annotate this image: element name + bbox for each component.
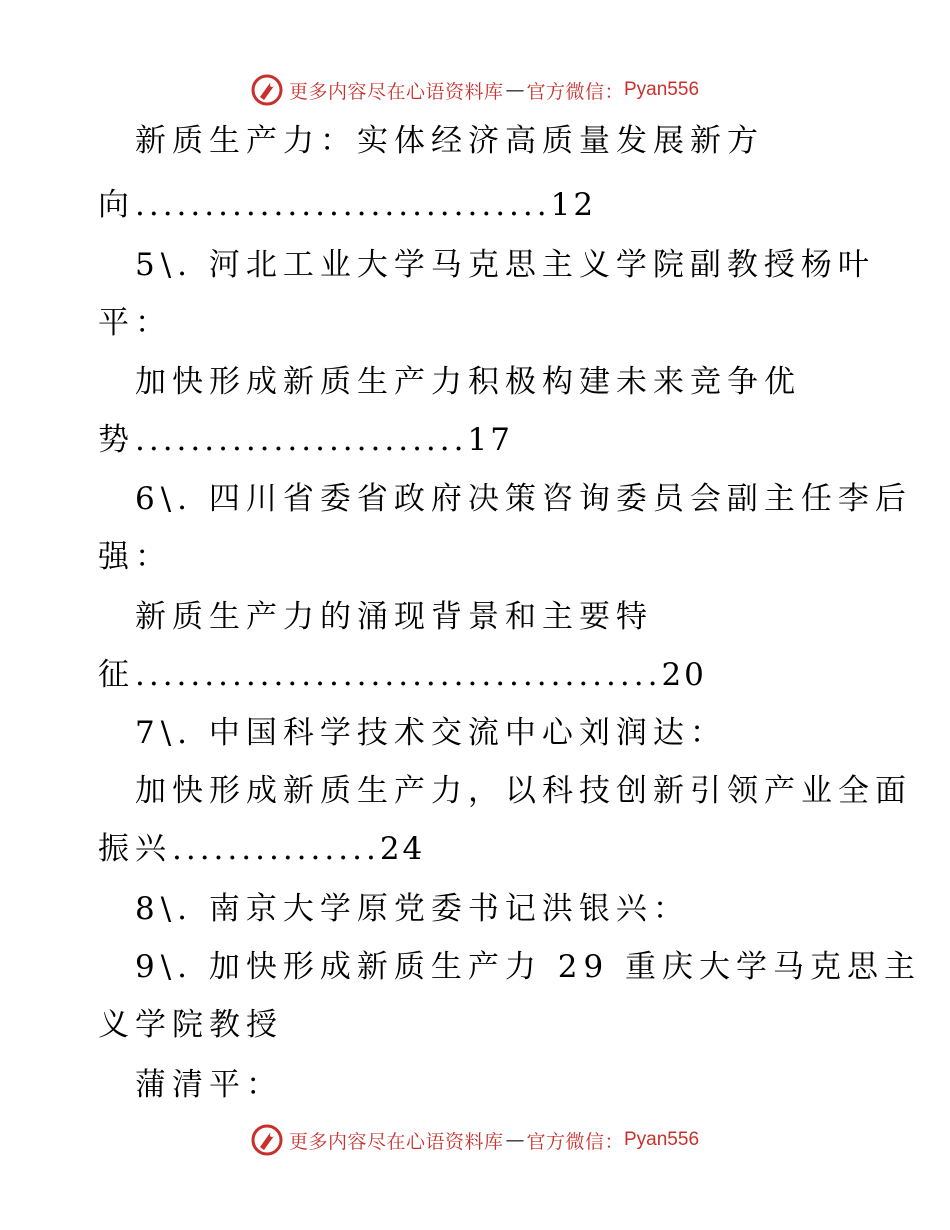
toc-line: 义学院教授 <box>98 1007 283 1043</box>
toc-line: 7\. 中国科学技术交流中心刘润达： <box>135 715 727 751</box>
toc-line: 蒲清平： <box>135 1067 283 1103</box>
toc-page-number: 12 <box>550 187 597 223</box>
pen-logo-icon <box>251 74 283 106</box>
toc-line: 8\. 南京大学原党委书记洪银兴： <box>135 891 690 927</box>
toc-line: 加快形成新质生产力，以科技创新引领产业全面 <box>135 773 912 809</box>
watermark-label: 官方微信： <box>526 80 624 103</box>
watermark-separator: — <box>505 79 525 101</box>
toc-leader-dots: ............... <box>172 831 380 867</box>
watermark-handle: Pyan556 <box>624 79 700 100</box>
watermark-handle: Pyan556 <box>624 1129 700 1150</box>
toc-line: 新质生产力：实体经济高质量发展新方 <box>135 123 764 159</box>
watermark-text: 更多内容尽在心语资料库 <box>288 1130 504 1153</box>
watermark-text: 更多内容尽在心语资料库 <box>288 80 504 103</box>
toc-line: 势........................17 <box>98 422 513 458</box>
toc-page-number: 24 <box>379 831 426 867</box>
watermark-label: 官方微信： <box>526 1130 624 1153</box>
toc-leader-dots: .............................. <box>135 187 551 223</box>
toc-page-number: 17 <box>467 422 513 458</box>
toc-line: 强： <box>98 539 172 575</box>
watermark-separator: — <box>505 1129 525 1151</box>
toc-line: 6\. 四川省委省政府决策咨询委员会副主任李后 <box>135 481 912 517</box>
pen-logo-icon <box>251 1124 283 1156</box>
toc-line: 加快形成新质生产力积极构建未来竞争优 <box>135 364 801 400</box>
toc-line: 5\. 河北工业大学马克思主义学院副教授杨叶 <box>135 247 875 283</box>
toc-page-number: 20 <box>661 657 707 693</box>
toc-line: 征......................................20 <box>98 657 707 693</box>
toc-line: 平： <box>98 305 172 341</box>
toc-leader-dots: ........................ <box>135 422 468 458</box>
toc-line: 9\. 加快形成新质生产力 29 重庆大学马克思主 <box>135 949 922 985</box>
toc-line: 向..............................12 <box>98 187 597 223</box>
toc-line: 新质生产力的涌现背景和主要特 <box>135 599 653 635</box>
toc-leader-dots: ...................................... <box>135 657 662 693</box>
watermark-footer <box>0 1120 950 1160</box>
toc-line: 振兴...............24 <box>98 831 426 867</box>
watermark-header <box>0 70 950 110</box>
